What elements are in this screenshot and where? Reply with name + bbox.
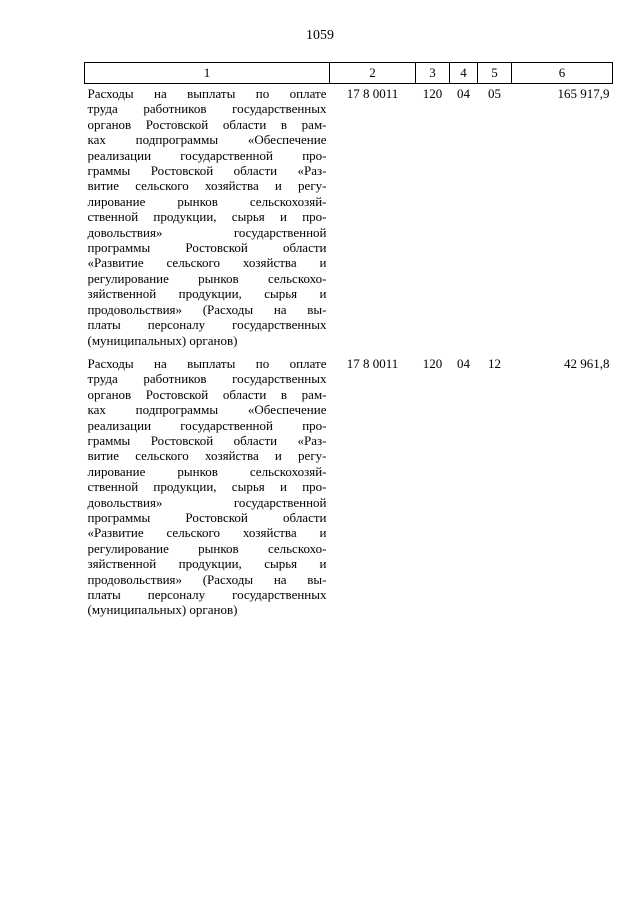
description-line: ственной продукции, сырья и про- [87,209,327,225]
description-line: (муниципальных) органов) [87,332,238,348]
description-line: труда работников государственных [87,101,327,117]
description-line: Расходы на выплаты по оплате [87,355,327,371]
description-line: ственной продукции, сырья и про- [87,479,327,495]
header-col-5: 5 [478,63,512,84]
target-article-code: 17 8 0011 [346,355,399,371]
description-line: реализации государственной про- [87,417,327,433]
description-line: программы Ростовской области [87,509,327,525]
description-line: витие сельского хозяйства и регу- [87,178,327,194]
header-col-2: 2 [330,63,416,84]
page-number: 1059 [306,28,334,43]
table-row [85,354,613,618]
description-line: регулирование рынков сельскохо- [87,540,327,556]
amount: 42 961,8 [564,355,610,371]
description-line: Расходы на выплаты по оплате [87,86,327,101]
amount: 165 917,9 [557,86,610,101]
description-line: довольствия» государственной [87,224,327,240]
expense-type-code: 120 [422,86,443,101]
description-line: «Развитие сельского хозяйства и [87,525,327,541]
description-line: регулирование рынков сельскохо- [87,270,327,286]
header-col-6: 6 [512,63,613,84]
description-line: довольствия» государственной [87,494,327,510]
description-line: ках подпрограммы «Обеспечение [87,132,327,148]
section-code: 04 [457,355,470,371]
table-row [85,84,613,348]
budget-table [84,62,613,618]
description-line: «Развитие сельского хозяйства и [87,255,327,271]
description-line: органов Ростовской области в рам- [87,386,327,402]
description-line: платы персоналу государственных [87,317,327,333]
description-line: граммы Ростовской области «Раз- [87,163,327,179]
description-line: программы Ростовской области [87,240,327,256]
subsection-code: 12 [488,355,501,371]
description-line: продовольствия» (Расходы на вы- [87,571,327,587]
table-header-row [85,63,613,84]
description-line: витие сельского хозяйства и регу- [87,448,327,464]
description-line: зяйственной продукции, сырья и [87,556,327,572]
subsection-code: 05 [488,86,501,101]
target-article-code: 17 8 0011 [346,86,399,101]
description-line: зяйственной продукции, сырья и [87,286,327,302]
section-code: 04 [457,86,470,101]
expense-description [85,84,330,348]
description-line: труда работников государственных [87,371,327,387]
description-line: лирование рынков сельскохозяй- [87,463,327,479]
expense-type-code: 120 [422,355,443,371]
description-line: реализации государственной про- [87,147,327,163]
header-col-1: 1 [85,63,330,84]
expense-description [85,354,330,618]
header-col-4: 4 [450,63,478,84]
description-line: (муниципальных) органов) [87,602,238,618]
header-col-3: 3 [416,63,450,84]
description-line: граммы Ростовской области «Раз- [87,432,327,448]
description-line: платы персоналу государственных [87,587,327,602]
description-line: органов Ростовской области в рам- [87,116,327,132]
description-line: продовольствия» (Расходы на вы- [87,301,327,317]
description-line: лирование рынков сельскохозяй- [87,193,327,209]
description-line: ках подпрограммы «Обеспечение [87,402,327,418]
